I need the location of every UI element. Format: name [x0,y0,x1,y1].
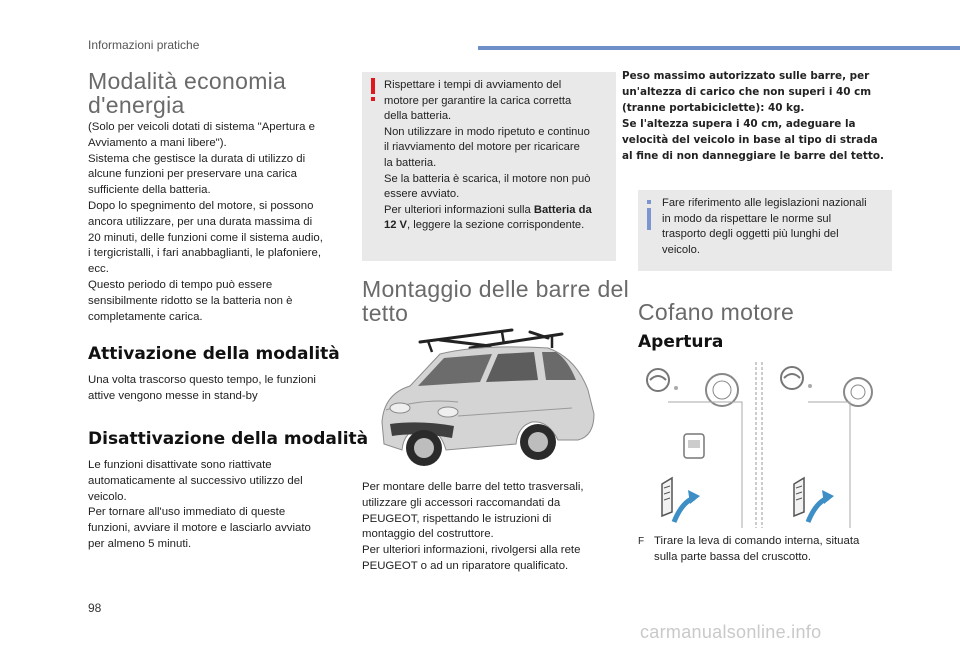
section-label: Informazioni pratiche [88,38,200,52]
battery-warning-text: Rispettare i tempi di avviamento del motore per garantire la carica corretta della batteria. Non utilizzare in modo ripetuto e continuo il riavviamento del motore per ricaricare la batteria. Se la batteria è scarica, il motore non può essere avviato. Per ulteriori informazioni sulla Batteria da 12 V, leggere la sezione corrispondente. [384,79,592,232]
activation-text: Una volta trascorso questo tempo, le funzioni attive vengono messe in stand-by [88,374,316,402]
energy-mode-intro: (Solo per veicoli dotati di sistema "Apertura e Avviamento a mani libere"). Sistema che gestisce la durata di utilizzo di alcune funzioni per preservare una carica sufficiente della batteria. Dopo lo spegnimento del motore, si possono ancora utilizzare, per una durata massima di 20 minuti, delle funzioni come il sistema audio, i tergicristalli, i fari anabbaglianti, le plafoniere, ecc. Questo periodo di tempo può essere sensibilmente ridotto se la batteria non è completamente carica. [88,121,323,323]
warning-exclamation-icon [370,78,376,102]
opening-heading: Apertura [638,332,724,352]
hood-release-lever-illustration [638,362,884,528]
deactivation-heading: Disattivazione della modalità [88,429,369,449]
deactivation-text: Le funzioni disattivate sono riattivate automaticamente al successivo utilizzo del veicolo. Per tornare all'uso immediato di queste funzioni, avviare il motore e lasciarlo avviato per almeno 5 minuti. [88,459,311,550]
page-number: 98 [88,601,102,615]
hood-opening-step: F Tirare la leva di comando interna, situata sulla parte bassa del cruscotto. [638,535,860,563]
roof-bars-title: Montaggio delle barre del tetto [362,276,630,326]
legislation-info-text: Fare riferimento alle legislazioni nazionali in modo da rispettare le norme sul trasporto degli oggetti più lunghi del veicolo. [662,197,867,256]
legislation-info-box [638,190,892,271]
battery-warning-box [362,72,616,261]
car-with-roof-bars-illustration [362,328,608,468]
activation-heading: Attivazione della modalità [88,344,340,364]
watermark: carmanualsonline.info [640,622,822,642]
bullet-marker: F [638,536,645,547]
energy-mode-title: Modalità economia d'energia [88,68,287,118]
roof-bars-text: Per montare delle barre del tetto trasversali, utilizzare gli accessori raccomandati da PEUGEOT, rispettando le istruzioni di montaggio del costruttore. Per ulteriori informazioni, rivolgersi alla rete PEUGEOT o ad un riparatore qualificato. [362,481,584,572]
roof-load-limit-text: Peso massimo autorizzato sulle barre, per un'altezza di carico che non superi i 40 cm (tranne portabiciclette): 40 kg. Se l'altezza supera i 40 cm, adeguare la velocità del veicolo in base al tipo di strada al fine di non danneggiare le barre del tetto. [622,70,884,162]
info-icon [644,200,654,230]
section-accent-bar [478,46,960,50]
hood-title: Cofano motore [638,299,795,325]
